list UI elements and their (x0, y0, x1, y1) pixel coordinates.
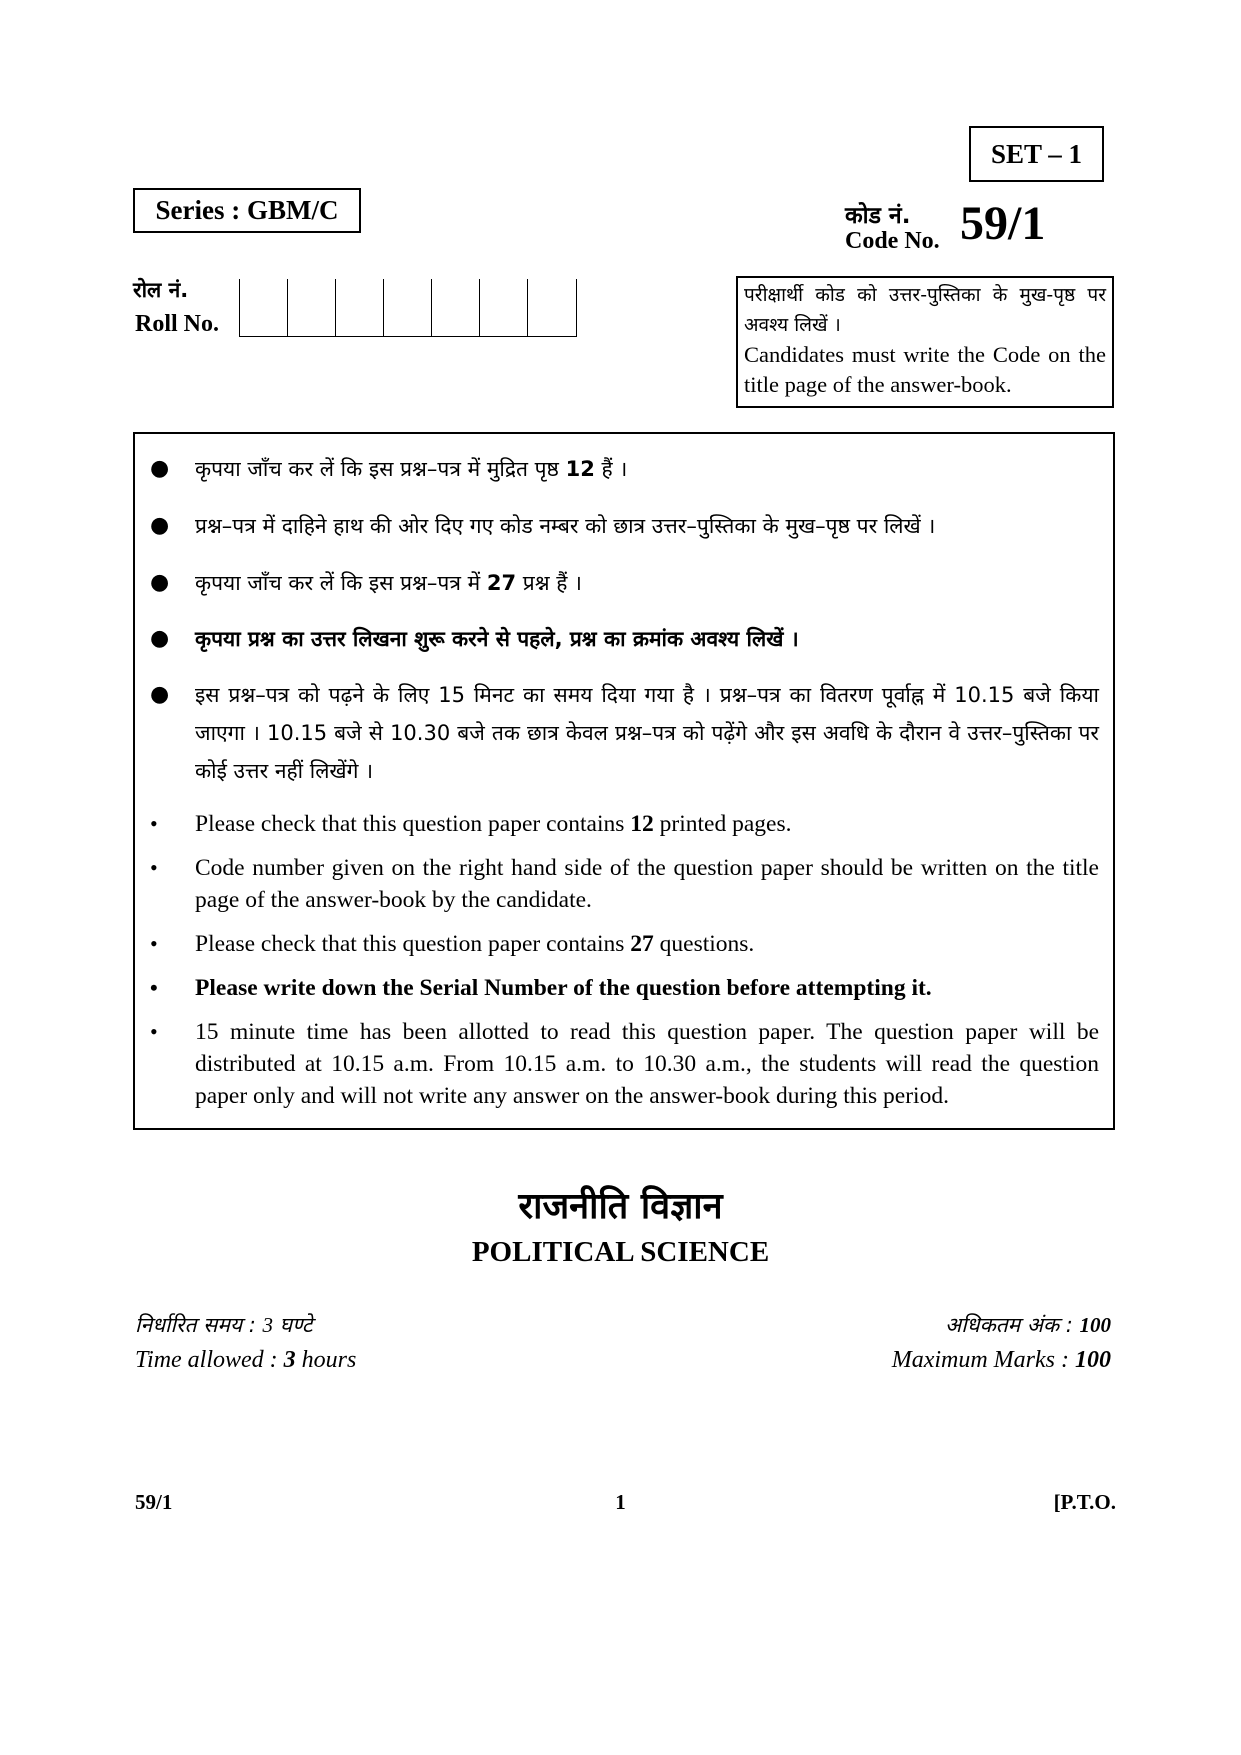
bullet-icon: • (150, 931, 158, 956)
bullet-icon: • (150, 1019, 158, 1044)
subject-title-english: POLITICAL SCIENCE (471, 1236, 770, 1268)
bullet-icon: ● (150, 513, 170, 538)
bullet-icon: • (150, 975, 158, 1000)
roll-label-hindi: रोल नं. (133, 278, 189, 302)
bullet-icon: • (150, 811, 158, 836)
candidate-note-english: Candidates must write the Code on the title page of the answer-book. (744, 342, 1106, 397)
roll-digit-box[interactable] (432, 279, 480, 336)
roll-digit-box[interactable] (288, 279, 336, 336)
instructions-box (133, 432, 1115, 1130)
series-label: Series : GBM/C (133, 188, 361, 233)
code-label-english: Code No. (845, 228, 940, 254)
instruction-en-4: • Please write down the Serial Number of the question before attempting it. (195, 972, 1099, 1004)
roll-digit-box[interactable] (240, 279, 288, 336)
instruction-en-2: • Code number given on the right hand side of the question paper should be written on the title page of the answer-book by the candidate. (195, 852, 1099, 916)
roll-number-boxes[interactable] (239, 279, 577, 337)
set-label: SET – 1 (969, 126, 1104, 182)
candidate-note (736, 276, 1114, 408)
bullet-icon: • (150, 855, 158, 880)
candidate-note-hindi: परीक्षार्थी कोड को उत्तर-पुस्तिका के मुख-पृष्ठ पर अवश्य लिखें । (744, 284, 1106, 336)
instruction-hi-1: ● कृपया जाँच कर लें कि इस प्रश्न–पत्र में मुद्रित पृष्ठ 12 हैं । (195, 450, 1099, 488)
instruction-hi-2: ● प्रश्न–पत्र में दाहिने हाथ की ओर दिए गए कोड नम्बर को छात्र उत्तर–पुस्तिका के मुख–पृष्ठ पर लिखें । (195, 507, 1099, 545)
instruction-hi-5: ● इस प्रश्न–पत्र को पढ़ने के लिए 15 मिनट का समय दिया गया है । प्रश्न–पत्र का वितरण पूर्वाह्न में 10.15 बजे किया जाएगा । 10.15 बजे से 10.30 बजे तक छात्र केवल प्रश्न–पत्र को पढ़ेंगे और इस अवधि के दौरान वे उत्तर–पुस्तिका पर कोई उत्तर नहीं लिखेंगे । (195, 676, 1099, 790)
time-allowed-english: Time allowed : 3 hours (135, 1347, 357, 1373)
pto-label: [P.T.O. (1053, 1490, 1116, 1514)
bullet-icon: ● (150, 626, 170, 651)
bullet-icon: ● (150, 456, 170, 481)
bullet-icon: ● (150, 570, 170, 595)
instruction-hi-4: ● कृपया प्रश्न का उत्तर लिखना शुरू करने से पहले, प्रश्न का क्रमांक अवश्य लिखें । (195, 620, 1099, 658)
instruction-en-5: • 15 minute time has been allotted to read this question paper. The question paper will be distributed at 10.15 a.m. From 10.15 a.m. to 10.30 a.m., the students will read the question paper only and will not write any answer on the answer-book during this period. (195, 1016, 1099, 1112)
subject-title-hindi: राजनीति विज्ञान (518, 1186, 723, 1227)
max-marks-hindi: अधिकतम अंक : 100 (945, 1313, 1111, 1337)
footer-code: 59/1 (135, 1490, 173, 1514)
roll-label-english: Roll No. (135, 311, 219, 337)
roll-digit-box[interactable] (336, 279, 384, 336)
max-marks-english: Maximum Marks : 100 (891, 1347, 1111, 1373)
code-number: 59/1 (960, 197, 1046, 250)
instruction-hi-3: ● कृपया जाँच कर लें कि इस प्रश्न–पत्र में 27 प्रश्न हैं । (195, 564, 1099, 602)
page-number: 1 (615, 1490, 626, 1514)
instruction-en-3: • Please check that this question paper contains 27 questions. (195, 928, 1099, 960)
time-allowed-hindi: निर्धारित समय : 3 घण्टे (135, 1313, 313, 1337)
bullet-icon: ● (150, 682, 170, 707)
instruction-en-1: • Please check that this question paper contains 12 printed pages. (195, 808, 1099, 840)
code-label-hindi: कोड नं. (845, 203, 911, 229)
roll-digit-box[interactable] (384, 279, 432, 336)
roll-digit-box[interactable] (528, 279, 576, 336)
roll-digit-box[interactable] (480, 279, 528, 336)
